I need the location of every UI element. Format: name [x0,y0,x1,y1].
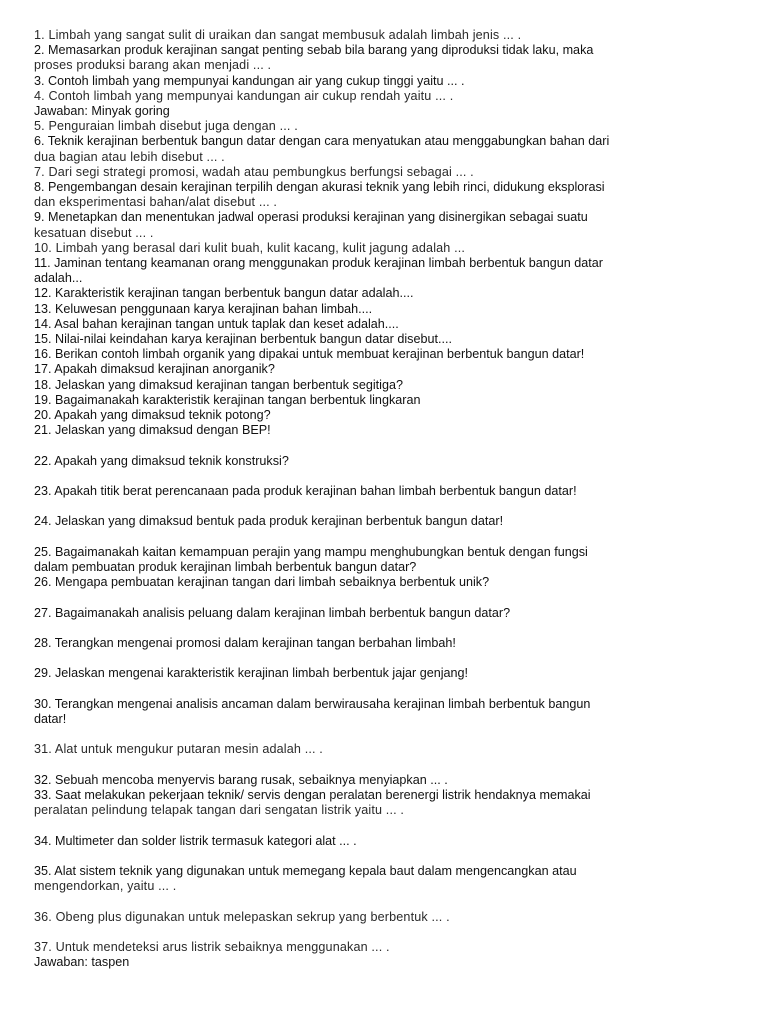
text-line: 27. Bagaimanakah analisis peluang dalam kerajinan limbah berbentuk bangun datar? [34,605,511,620]
text-line: peralatan pelindung telapak tangan dari sengatan listrik yaitu ... . [34,803,405,818]
text-line: 29. Jelaskan mengenai karakteristik kerajinan limbah berbentuk jajar genjang! [34,666,469,681]
blank-line [34,651,738,666]
text-line: kesatuan disebut ... . [34,225,154,240]
text-line: 22. Apakah yang dimaksud teknik konstruksi? [34,453,289,468]
text-line: mengendorkan, yaitu ... . [34,879,177,894]
text-line: 1. Limbah yang sangat sulit di uraikan dan sangat membusuk adalah limbah jenis ... . [34,28,522,42]
text-line: 30. Terangkan mengenai analisis ancaman dalam berwirausaha kerajinan limbah berbentuk bangun [34,696,591,711]
text-line: 16. Berikan contoh limbah organik yang dipakai untuk membuat kerajinan berbentuk bangun datar! [34,347,585,362]
blank-line [34,469,738,484]
text-line: 12. Karakteristik kerajinan tangan berbentuk bangun datar adalah.... [34,286,414,301]
text-line: adalah... [34,271,83,286]
text-line: 6. Teknik kerajinan berbentuk bangun datar dengan cara menyatukan atau menggabungkan bahan dari [34,134,610,149]
text-line: 19. Bagaimanakah karakteristik kerajinan tangan berbentuk lingkaran [34,392,421,407]
text-line: 14. Asal bahan kerajinan tangan untuk taplak dan keset adalah.... [34,316,399,331]
text-line: 37. Untuk mendeteksi arus listrik sebaiknya menggunakan ... . [34,939,390,954]
text-line: 2. Memasarkan produk kerajinan sangat penting sebab bila barang yang diproduksi tidak laku, maka [34,43,594,58]
text-line: 33. Saat melakukan pekerjaan teknik/ servis dengan peralatan berenergi listrik hendaknya memakai [34,788,591,802]
text-line: Jawaban: Minyak goring [34,104,170,119]
text-line: proses produksi barang akan menjadi ... . [34,58,272,73]
blank-line [34,849,738,864]
text-line: 13. Keluwesan penggunaan karya kerajinan bahan limbah.... [34,301,373,316]
blank-line [34,621,738,636]
blank-line [34,530,738,545]
text-line: 10. Limbah yang berasal dari kulit buah, kulit kacang, kulit jagung adalah ... [34,240,466,255]
blank-line [34,758,738,773]
text-line: 21. Jelaskan yang dimaksud dengan BEP! [34,423,271,438]
text-line: 7. Dari segi strategi promosi, wadah atau pembungkus berfungsi sebagai ... . [34,164,474,179]
text-line: dan eksperimentasi bahan/alat disebut ... . [34,195,278,210]
text-line: 36. Obeng plus digunakan untuk melepaskan sekrup yang berbentuk ... . [34,909,450,924]
text-line: 18. Jelaskan yang dimaksud kerajinan tangan berbentuk segitiga? [34,377,403,392]
text-line: 11. Jaminan tentang keamanan orang menggunakan produk kerajinan limbah berbentuk bangun datar [34,256,603,271]
text-line: 31. Alat untuk mengukur putaran mesin adalah ... . [34,742,323,757]
blank-line [34,438,738,453]
text-line: 23. Apakah titik berat perencanaan pada produk kerajinan bahan limbah berbentuk bangun datar! [34,484,577,499]
text-line: dua bagian atau lebih disebut ... . [34,149,225,164]
blank-line [34,727,738,742]
text-line: 15. Nilai-nilai keindahan karya kerajinan berbentuk bangun datar disebut.... [34,332,452,347]
text-line: 3. Contoh limbah yang mempunyai kandungan air yang cukup tinggi yaitu ... . [34,73,465,88]
text-line: 17. Apakah dimaksud kerajinan anorganik? [34,362,275,377]
blank-line [34,499,738,514]
text-line: 34. Multimeter dan solder listrik termasuk kategori alat ... . [34,833,357,848]
text-line: 28. Terangkan mengenai promosi dalam kerajinan tangan berbahan limbah! [34,636,456,651]
blank-line [34,682,738,697]
blank-line [34,894,738,909]
blank-line [34,818,738,833]
text-line: 20. Apakah yang dimaksud teknik potong? [34,408,271,423]
text-line: 4. Contoh limbah yang mempunyai kandungan air cukup rendah yaitu ... . [34,88,454,103]
text-line: 9. Menetapkan dan menentukan jadwal operasi produksi kerajinan yang disinergikan sebagai suatu [34,210,588,225]
text-line: 26. Mengapa pembuatan kerajinan tangan dari limbah sebaiknya berbentuk unik? [34,575,490,590]
blank-line [34,925,738,940]
text-line: Jawaban: taspen [34,955,130,970]
text-line: 8. Pengembangan desain kerajinan terpilih dengan akurasi teknik yang lebih rinci, didukung eksplorasi [34,180,605,195]
text-line: 32. Sebuah mencoba menyervis barang rusak, sebaiknya menyiapkan ... . [34,772,448,787]
text-line: 25. Bagaimanakah kaitan kemampuan perajin yang mampu menghubungkan bentuk dengan fungsi [34,544,588,559]
text-line: 24. Jelaskan yang dimaksud bentuk pada produk kerajinan berbentuk bangun datar! [34,514,504,529]
text-line: dalam pembuatan produk kerajinan limbah berbentuk bangun datar? [34,560,417,575]
text-line: datar! [34,712,67,727]
text-line: 35. Alat sistem teknik yang digunakan untuk memegang kepala baut dalam mengencangkan atau [34,863,577,878]
text-line: 5. Penguraian limbah disebut juga dengan ... . [34,119,298,134]
blank-line [34,590,738,605]
